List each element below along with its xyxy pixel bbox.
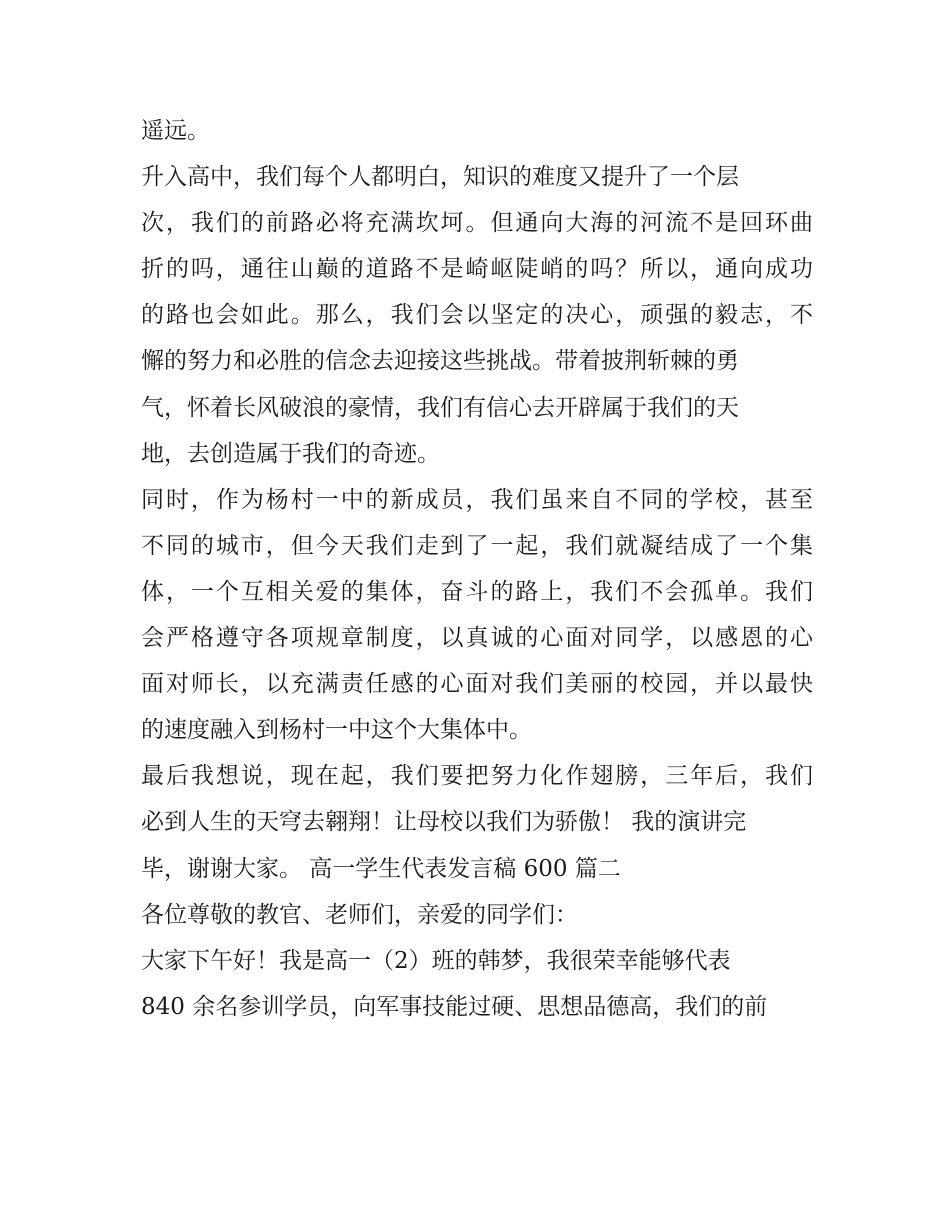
text-line: 同时，作为杨村一中的新成员，我们虽来自不同的学校，甚至 bbox=[141, 486, 813, 513]
text-line: 地，去创造属于我们的奇迹。 bbox=[141, 440, 440, 467]
text-line: 的路也会如此。那么，我们会以坚定的决心，顽强的毅志，不 bbox=[141, 302, 813, 329]
text-line: 毕，谢谢大家。 高一学生代表发言稿 600 篇二 bbox=[141, 855, 621, 882]
text-line: 折的吗，通往山巅的道路不是崎岖陡峭的吗？所以，通向成功 bbox=[141, 256, 813, 283]
text-line: 面对师长，以充满责任感的心面对我们美丽的校园，并以最快 bbox=[141, 671, 813, 698]
text-line: 懈的努力和必胜的信念去迎接这些挑战。带着披荆斩棘的勇 bbox=[141, 348, 739, 375]
text-line: 840 余名参训学员，向军事技能过硬、思想品德高，我们的前 bbox=[141, 993, 768, 1020]
text-line: 次，我们的前路必将充满坎坷。但通向大海的河流不是回环曲 bbox=[141, 210, 813, 237]
text-line: 体，一个互相关爱的集体，奋斗的路上，我们不会孤单。我们 bbox=[141, 578, 813, 605]
text-line: 升入高中，我们每个人都明白，知识的难度又提升了一个层 bbox=[141, 164, 739, 191]
text-line: 大家下午好！我是高一（2）班的韩梦，我很荣幸能够代表 bbox=[141, 947, 731, 974]
document-body bbox=[141, 108, 813, 1030]
text-line: 必到人生的天穹去翱翔！让母校以我们为骄傲！ 我的演讲完 bbox=[141, 809, 747, 836]
text-line: 最后我想说，现在起，我们要把努力化作翅膀，三年后，我们 bbox=[141, 763, 813, 790]
text-line: 不同的城市，但今天我们走到了一起，我们就凝结成了一个集 bbox=[141, 532, 813, 559]
text-line: 各位尊敬的教官、老师们，亲爱的同学们： bbox=[141, 901, 578, 928]
text-line: 遥远。 bbox=[141, 118, 210, 144]
text-line: 会严格遵守各项规章制度，以真诚的心面对同学，以感恩的心 bbox=[141, 625, 813, 652]
text-line: 的速度融入到杨村一中这个大集体中。 bbox=[141, 717, 532, 744]
text-line: 气，怀着长风破浪的豪情，我们有信心去开辟属于我们的天 bbox=[141, 394, 739, 421]
